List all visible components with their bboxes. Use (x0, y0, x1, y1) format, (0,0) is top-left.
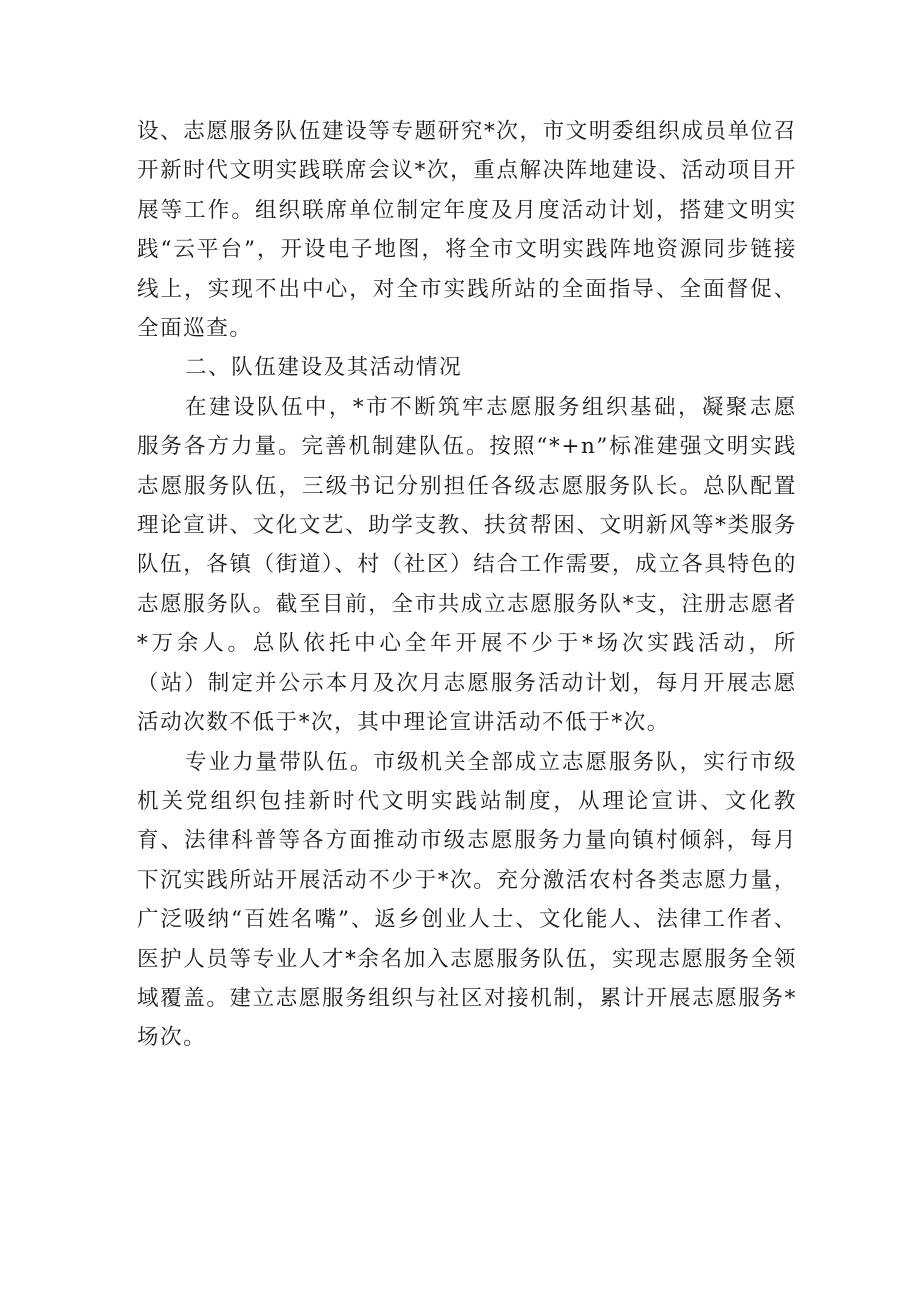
paragraph-professional-force: 专业力量带队伍。市级机关全部成立志愿服务队，实行市级机关党组织包挂新时代文明实践站制度，从理论宣讲、文化教育、法律科普等各方面推动市级志愿服务力量向镇村倾斜，每月下沉实践所站开展活动不少于*次。充分激活农村各类志愿力量，广泛吸纳“百姓名嘴”、返乡创业人士、文化能人、法律工作者、医护人员等专业人才*余名加入志愿服务队伍，实现志愿服务全领域覆盖。建立志愿服务组织与社区对接机制，累计开展志愿服务*场次。 (137, 749, 797, 1051)
document-body (137, 112, 797, 1058)
paragraph-meeting-summary: 设、志愿服务队伍建设等专题研究*次，市文明委组织成员单位召开新时代文明实践联席会议*次，重点解决阵地建设、活动项目开展等工作。组织联席单位制定年度及月度活动计划，搭建文明实践“云平台”，开设电子地图，将全市文明实践阵地资源同步链接线上，实现不出中心，对全市实践所站的全面指导、全面督促、全面巡查。 (137, 119, 797, 342)
paragraph-team-mechanism: 在建设队伍中，*市不断筑牢志愿服务组织基础，凝聚志愿服务各方力量。完善机制建队伍。按照“*+n”标准建强文明实践志愿服务队伍，三级书记分别担任各级志愿服务队长。总队配置理论宣讲、文化文艺、助学支教、扶贫帮困、文明新风等*类服务队伍，各镇（街道）、村（社区）结合工作需要，成立各具特色的志愿服务队。截至目前，全市共成立志愿服务队*支，注册志愿者*万余人。总队依托中心全年开展不少于*场次实践活动，所（站）制定并公示本月及次月志愿服务活动计划，每月开展志愿活动次数不低于*次，其中理论宣讲活动不低于*次。 (137, 394, 797, 736)
section-heading-team-building: 二、队伍建设及其活动情况 (185, 355, 463, 381)
